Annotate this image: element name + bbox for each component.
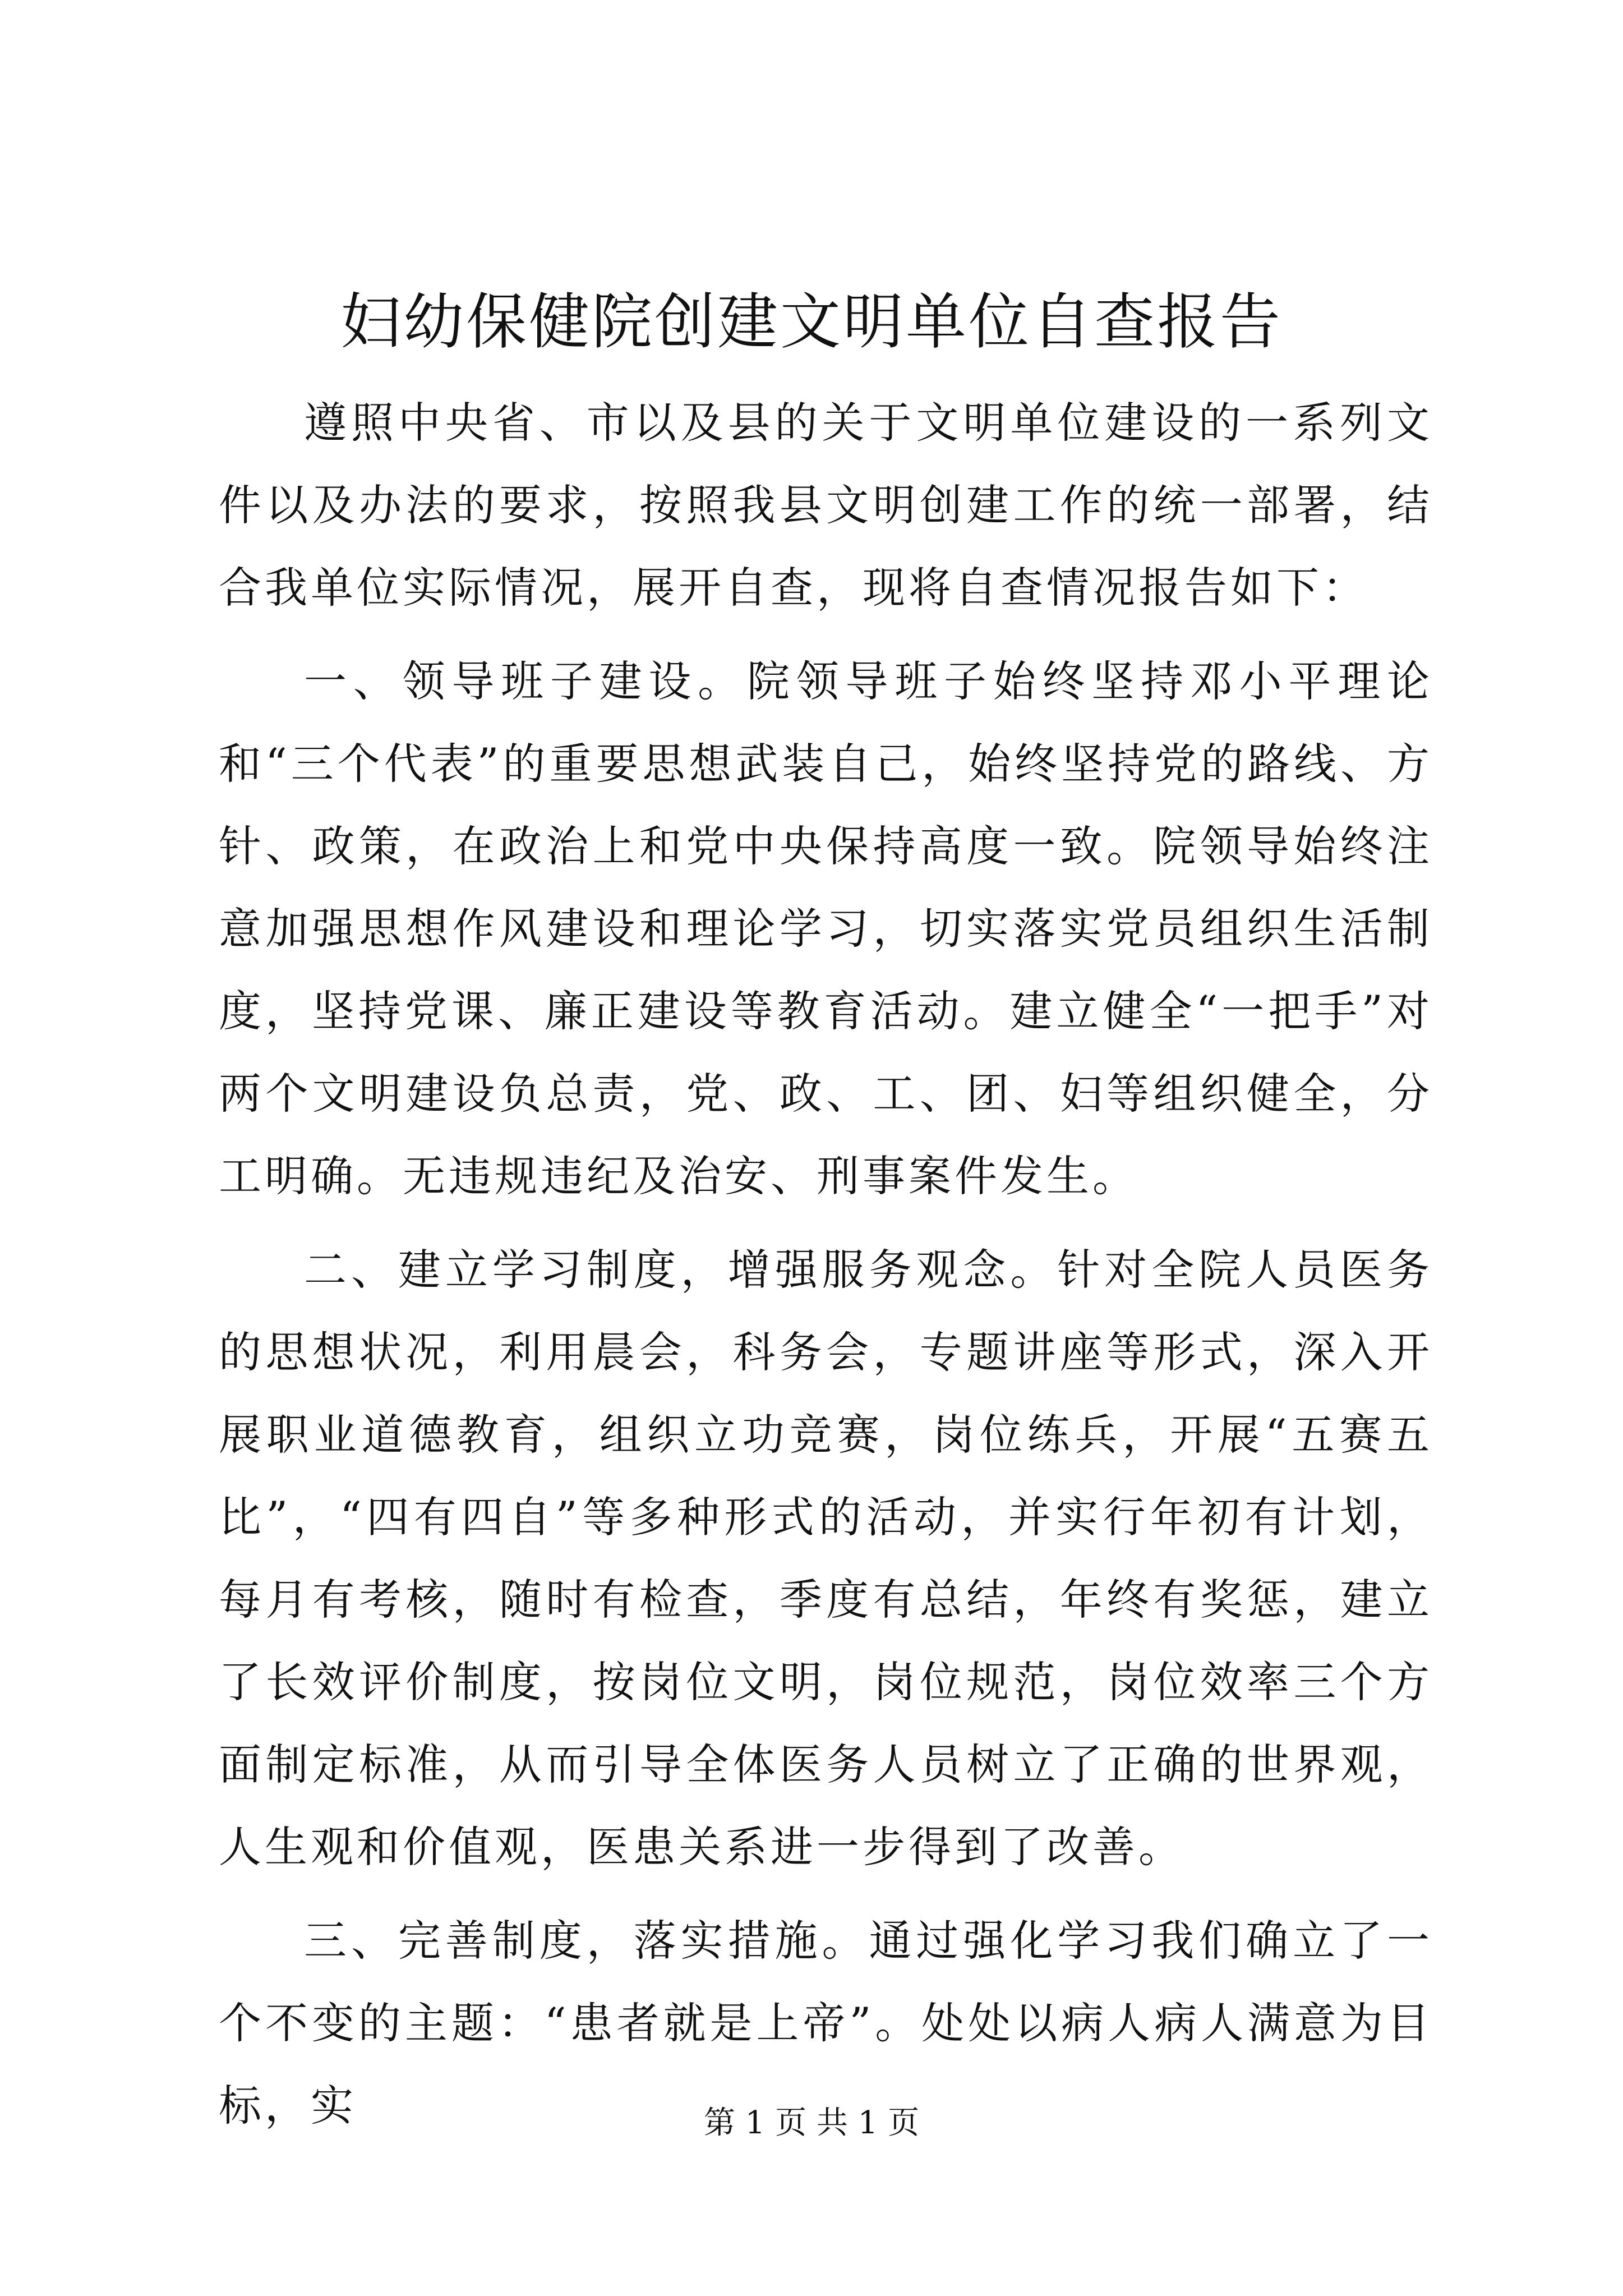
paragraph-study-system: 二、建立学习制度，增强服务观念。针对全院人员医务的思想状况，利用晨会，科务会，专题讲座等形式，深入开展职业道德教育，组织立功竞赛，岗位练兵，开展“五赛五比”，“四有四自”等多种形式的活动，并实行年初有计划，每月有考核，随时有检查，季度有总结，年终有奖惩，建立了长效评价制度，按岗位文明，岗位规范，岗位效率三个方面制定标准，从而引导全体医务人员树立了正确的世界观，人生观和价值观，医患关系进一步得到了改善。 <box>219 1245 1433 1872</box>
paragraph-intro: 遵照中央省、市以及县的关于文明单位建设的一系列文件以及办法的要求，按照我县文明创建工作的统一部署，结合我单位实际情况，展开自查，现将自查情况报告如下： <box>219 398 1433 613</box>
page-number-footer: 第 1 页 共 1 页 <box>703 2105 920 2141</box>
document-body <box>219 381 1433 2158</box>
paragraph-improve-system: 三、完善制度，落实措施。通过强化学习我们确立了一个不变的主题：“患者就是上帝”。处处以病人病人满意为目标，实 <box>219 1916 1433 2131</box>
paragraph-leadership: 一、领导班子建设。院领导班子始终坚持邓小平理论和“三个代表”的重要思想武装自己，始终坚持党的路线、方针、政策，在政治上和党中央保持高度一致。院领导始终注意加强思想作风建设和理论学习，切实落实党员组织生活制度，坚持党课、廉正建设等教育活动。建立健全“一把手”对两个文明建设负总责，党、政、工、团、妇等组织健全，分工明确。无违规违纪及治安、刑事案件发生。 <box>219 656 1433 1201</box>
document-title: 妇幼保健院创建文明单位自查报告 <box>340 287 1283 357</box>
